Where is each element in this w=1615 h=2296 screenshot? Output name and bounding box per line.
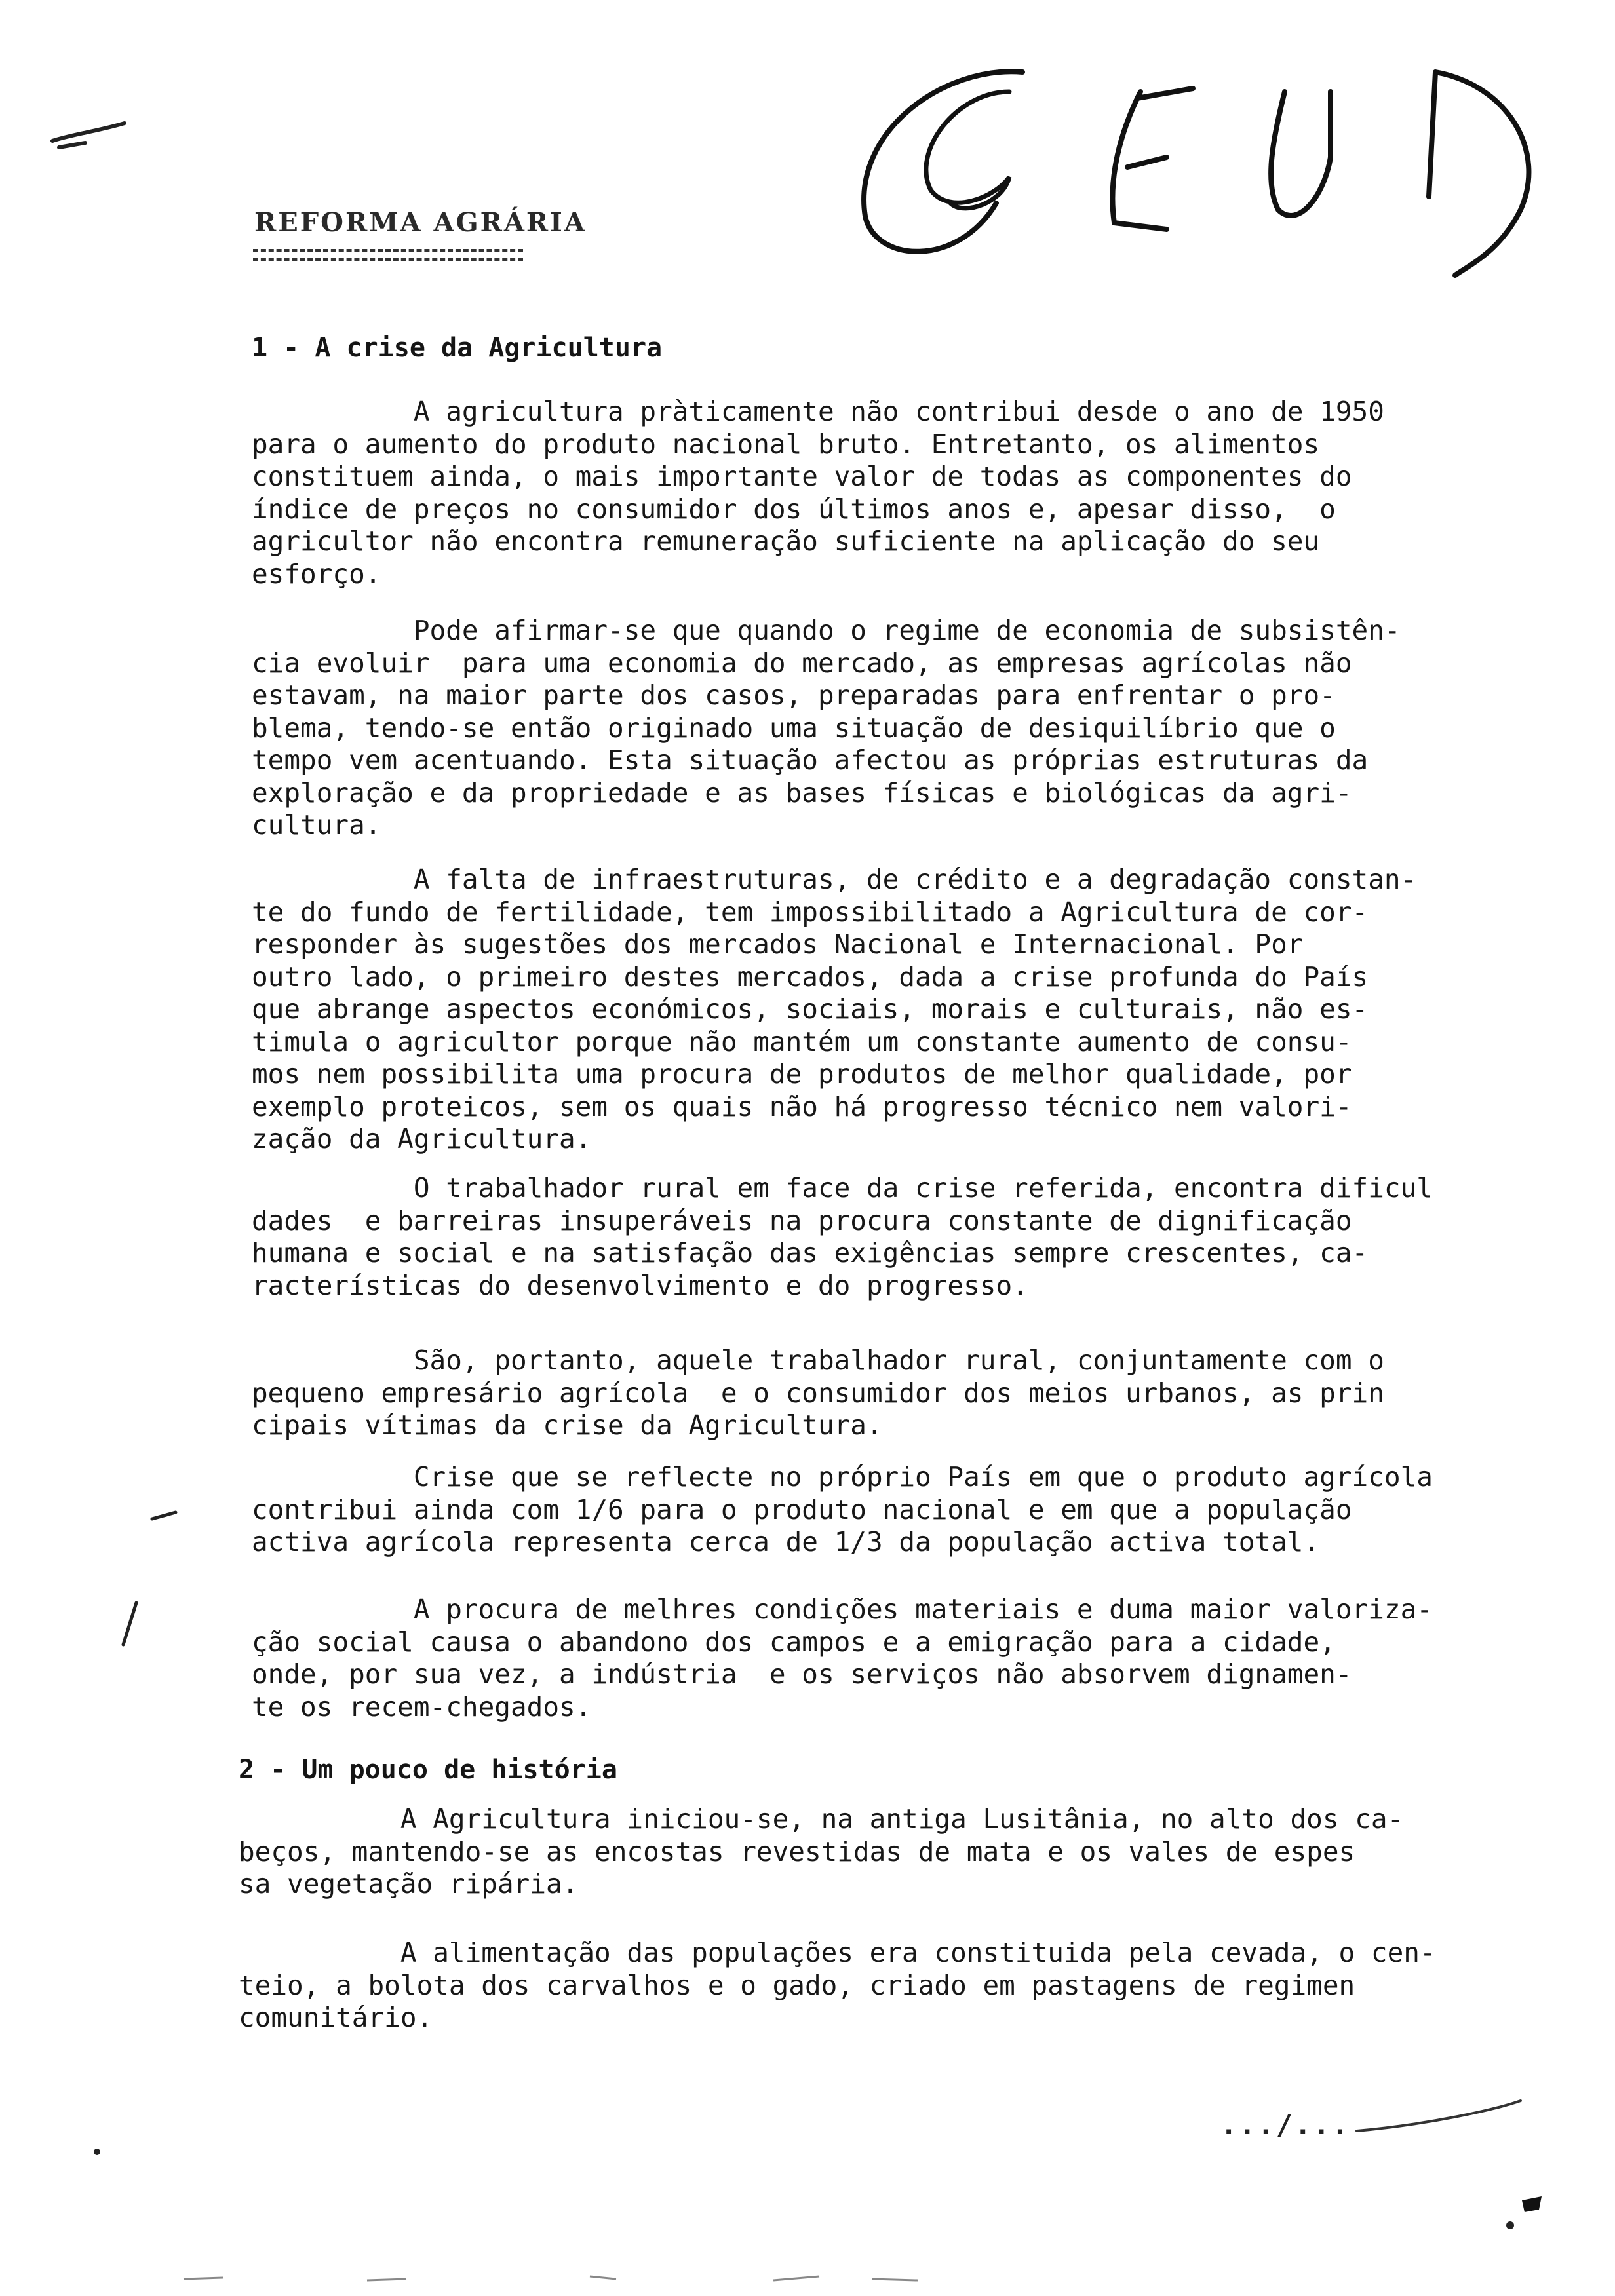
page-continuation: .../...	[1220, 2109, 1351, 2141]
section-heading: 2 - Um pouco de história	[239, 1755, 617, 1785]
document-title: REFORMA AGRÁRIA	[254, 207, 587, 238]
scan-speck	[94, 2149, 100, 2155]
handwritten-letter-u	[1271, 92, 1331, 216]
scan-blot	[1522, 2196, 1542, 2212]
paragraph: A Agricultura iniciou-se, na antiga Lusitânia, no alto dos ca- beços, mantendo-se as encostas revestidas de mata e os vales de espes sa vegetação ripária.	[239, 1803, 1404, 1900]
paragraph: Pode afirmar-se que quando o regime de economia de subsistên- cia evoluir para uma economia do mercado, as empresas agrícolas não estavam, na maior parte dos casos, preparadas para enfrentar o pro- blema, tendo-se então originado uma situação de desiquilíbrio que o tempo vem acentuando. Esta situação afectou as próprias estruturas da exploração e da propriedade e as bases físicas e biológicas da agri- cultura.	[252, 615, 1401, 841]
scan-noise-bottom	[184, 2276, 918, 2280]
margin-mark-slash	[123, 1603, 136, 1645]
paragraph: A agricultura pràticamente não contribui desde o ano de 1950 para o aumento do produto nacional bruto. Entretanto, os alimentos constituem ainda, o mais importante valor de todas as componentes do índice de preços no consumidor dos últimos anos e, apesar disso, o agricultor não encontra remuneração suficiente na aplicação do seu esforço.	[252, 396, 1384, 590]
paragraph: A falta de infraestruturas, de crédito e a degradação constan- te do fundo de fertilidade, tem impossibilitado a Agricultura de cor- responder às sugestões dos mercados Nacional e Internacional. Por outro lado, o primeiro destes mercados, dada a crise profunda do País que abrange aspectos económicos, sociais, morais e culturais, não es- timula o agricultor porque não mantém um constante aumento de consu- mos nem possibilita uma procura de produtos de melhor qualidade, por exemplo proteicos, sem os quais não há progresso técnico nem valori- zação da Agricultura.	[252, 864, 1417, 1155]
paragraph: Crise que se reflecte no próprio País em que o produto agrícola contribui ainda com 1/6 para o produto nacional e em que a população activa agrícola representa cerca de 1/3 da população activa total.	[252, 1461, 1433, 1558]
margin-mark-dash	[152, 1512, 176, 1519]
paragraph: São, portanto, aquele trabalhador rural, conjuntamente com o pequeno empresário agrícola e o consumidor dos meios urbanos, as prin cipais vítimas da crise da Agricultura.	[252, 1345, 1384, 1441]
margin-mark-top	[52, 123, 125, 147]
section-heading: 1 - A crise da Agricultura	[252, 333, 663, 363]
handwritten-letter-d	[1429, 72, 1528, 275]
handwritten-letter-c-inner	[926, 92, 1009, 208]
paragraph: A alimentação das populações era constituida pela cevada, o cen- teio, a bolota dos carvalhos e o gado, criado em pastagens de regimen comunitário.	[239, 1937, 1436, 2033]
paragraph: A procura de melhres condições materiais e duma maior valoriza- ção social causa o abandono dos campos e a emigração para a cidade, onde, por sua vez, a indústria e os serviços não absorvem dignamen- te os recem-chegados.	[252, 1594, 1433, 1723]
continuation-underline	[1357, 2101, 1521, 2131]
paragraph: O trabalhador rural em face da crise referida, encontra dificul dades e barreiras insuperáveis na procura constante de dignificação humana e social e na satisfação das exigências sempre crescentes, ca- racterísticas do desenvolvimento e do progresso.	[252, 1172, 1433, 1301]
scan-speck	[1506, 2221, 1514, 2229]
handwritten-letter-e	[1112, 88, 1193, 229]
handwritten-letter-c-outer	[864, 71, 1022, 251]
title-underline	[253, 249, 523, 261]
handwritten-annotation	[846, 52, 1566, 301]
